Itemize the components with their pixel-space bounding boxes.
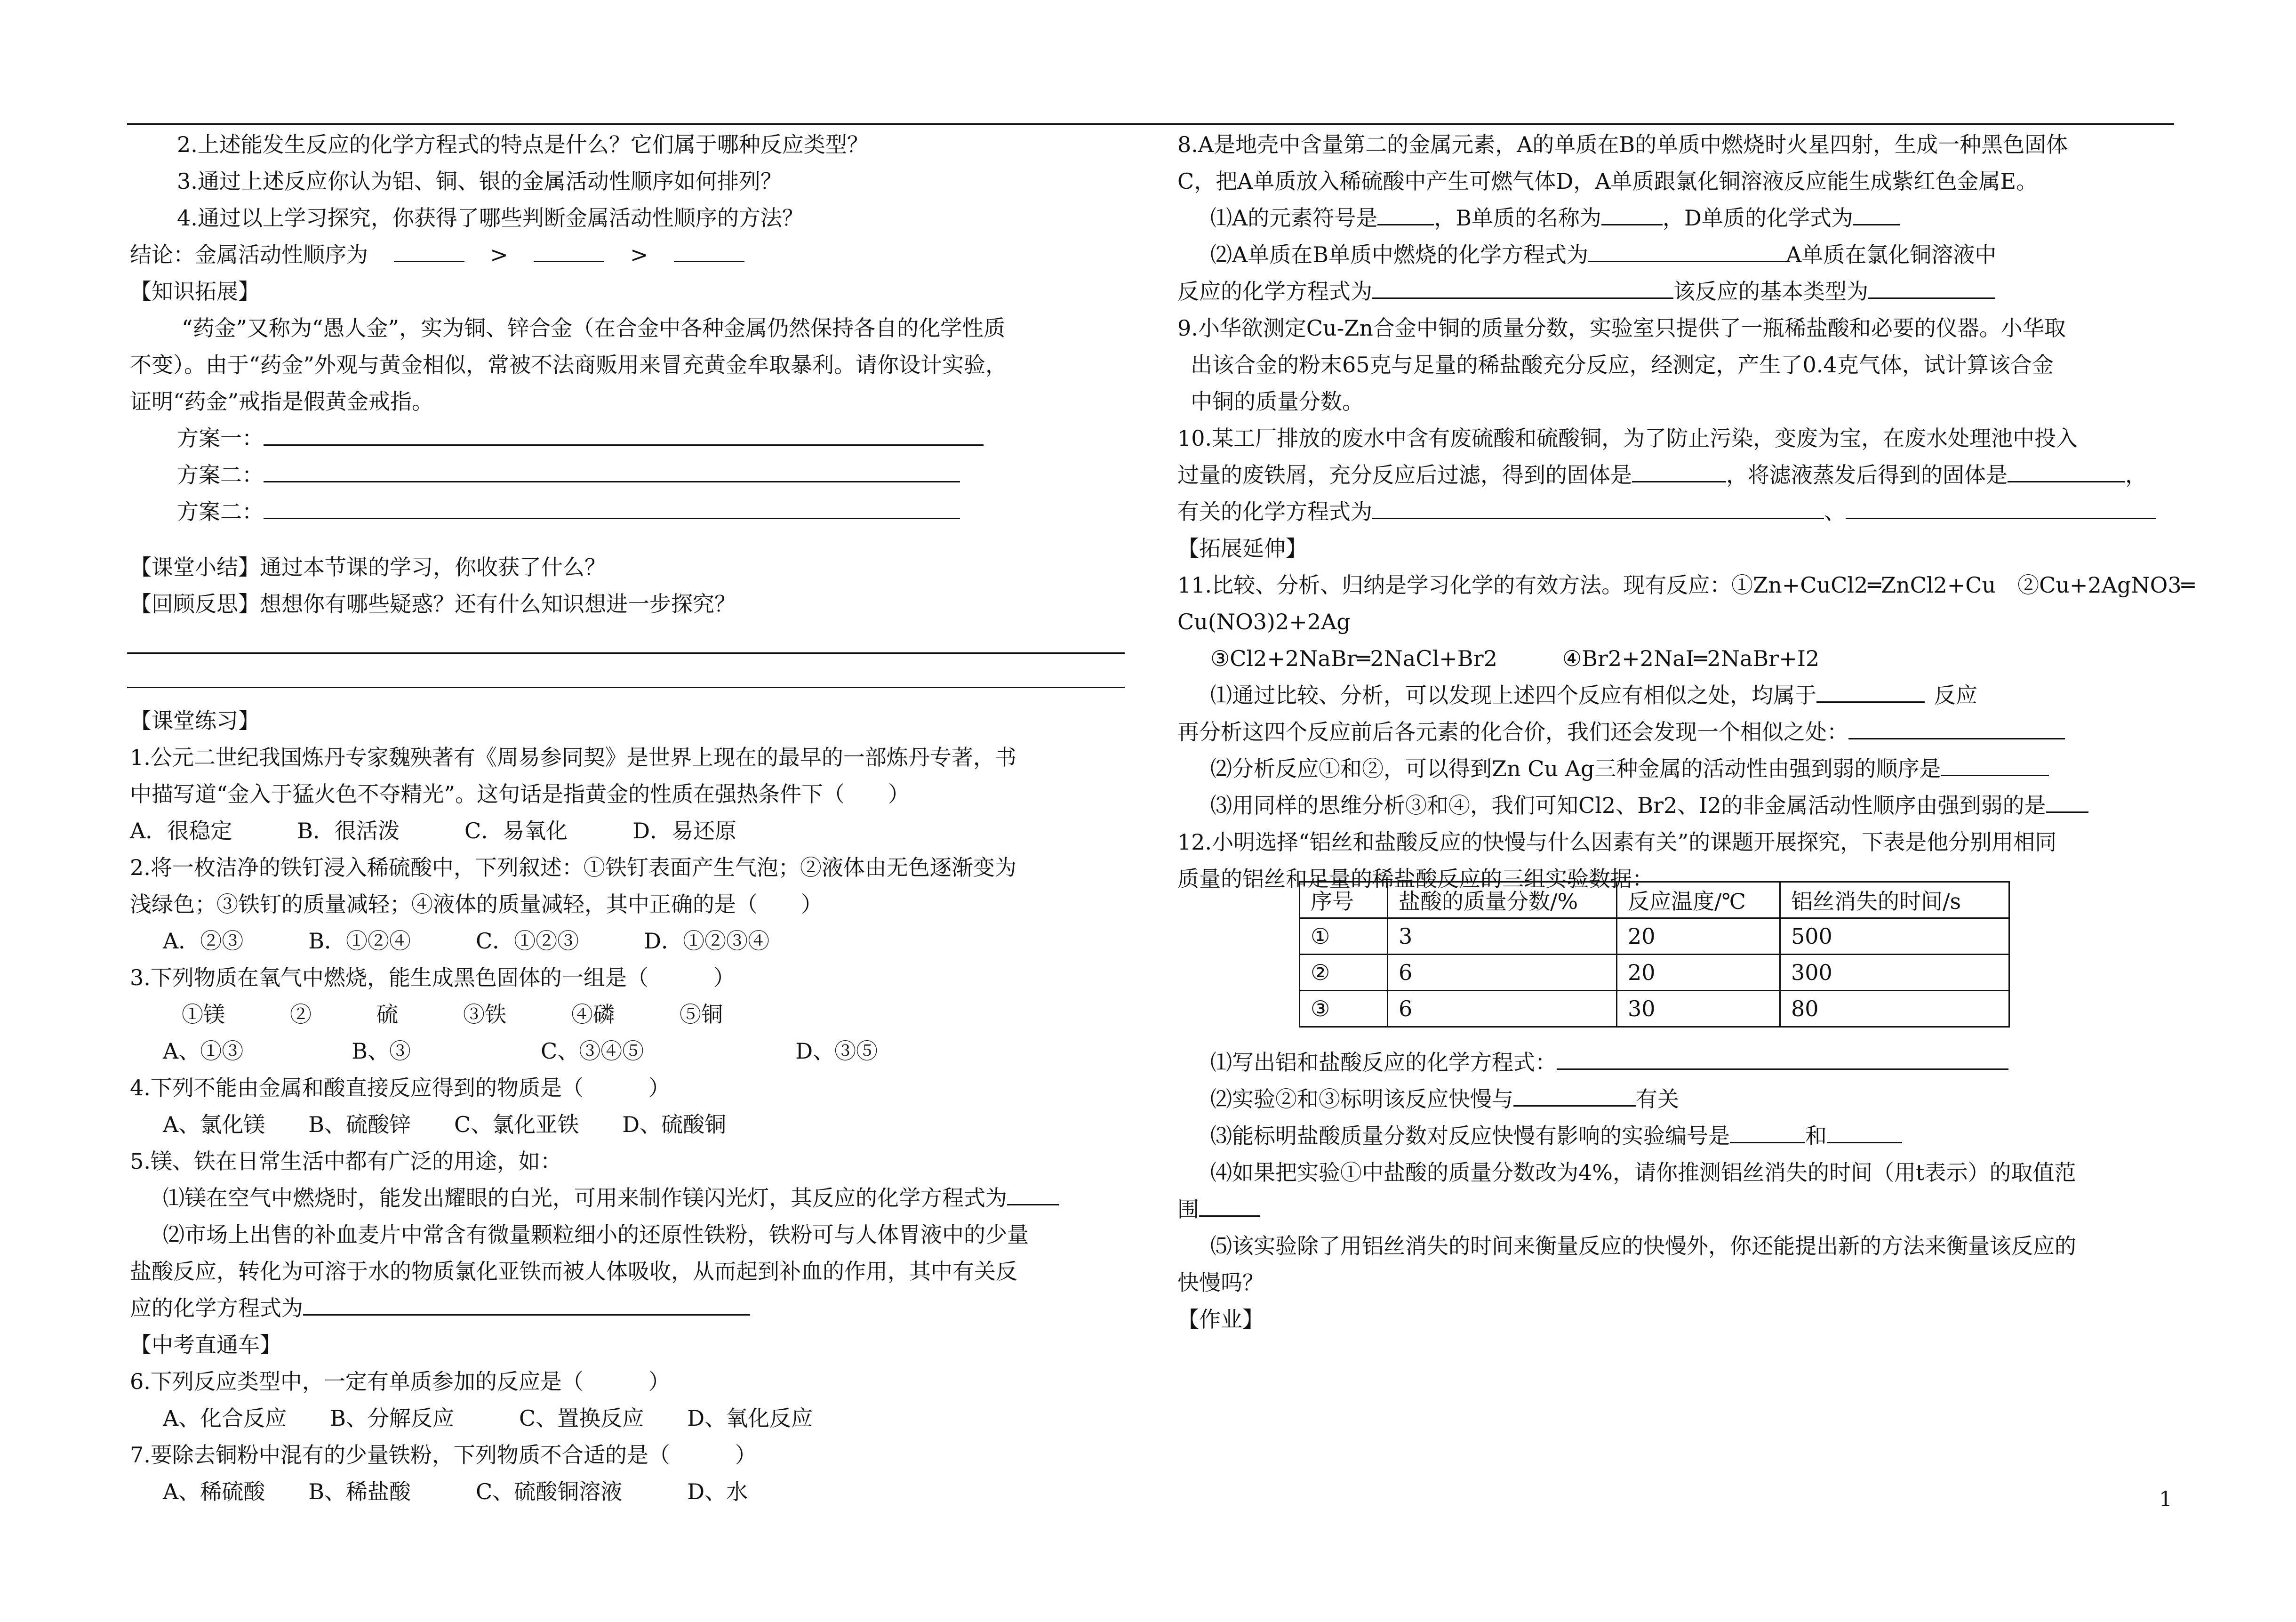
plan-line: 方案二： — [130, 493, 1132, 530]
table-cell: ① — [1300, 918, 1388, 955]
question-line: ⑵A单质在B单质中燃烧的化学方程式为 A单质在氯化铜溶液中 — [1210, 242, 1997, 267]
table-cell: 20 — [1617, 918, 1780, 955]
question-line: 3.通过上述反应你认为铝、铜、银的金属活动性顺序如何排列？ — [177, 169, 782, 194]
table-cell: 500 — [1780, 918, 2009, 955]
question-line: ⑸该实验除了用铝丝消失的时间来衡量反应的快慢外，你还能提出新的方法来衡量该反应的 — [1210, 1233, 2076, 1259]
question-line: ⑴写出铝和盐酸反应的化学方程式： — [1177, 1044, 2180, 1081]
divider-rule — [127, 687, 1125, 688]
table-cell: 300 — [1780, 955, 2009, 991]
table-row — [1300, 955, 2009, 991]
paragraph-line: “药金”又称为“愚人金”，实为铜、锌合金（在合金中各种金属仍然保持各自的化学性质 — [182, 315, 1006, 341]
section-heading: 【知识拓展】 — [130, 279, 260, 304]
answer-blank[interactable] — [1816, 683, 1925, 703]
table-header: 铝丝消失的时间/s — [1780, 882, 2009, 918]
table-row — [1300, 918, 2009, 955]
answer-blank[interactable] — [2008, 462, 2125, 482]
question-line: ⑶能标明盐酸质量分数对反应快慢有影响的实验编号是 和 — [1177, 1117, 2180, 1154]
question-line: 出该合金的粉末65克与足量的稀盐酸充分反应，经测定，产生了0.4克气体，试计算该合金 — [1191, 352, 2054, 377]
question-line: 中铜的质量分数。 — [1191, 389, 1364, 414]
table-cell: 80 — [1780, 991, 2009, 1027]
choice-line: A、①③ B、③ C、③④⑤ D、③⑤ — [163, 1038, 878, 1064]
question-line: 12.小明选择“铝丝和盐酸反应的快慢与什么因素有关”的课题开展探究，下表是他分别用相同 — [1177, 829, 2057, 855]
table-header: 序号 — [1300, 882, 1388, 918]
question-line: 9.小华欲测定Cu-Zn合金中铜的质量分数，实验室只提供了一瓶稀盐酸和必要的仪器。小华取 — [1177, 315, 2066, 341]
choice-line: A．②③ B．①②④ C．①②③ D．①②③④ — [163, 928, 770, 954]
table-cell: 30 — [1617, 991, 1780, 1027]
table-cell: 20 — [1617, 955, 1780, 991]
summary-line: 【课堂小结】通过本节课的学习，你收获了什么？ — [130, 554, 606, 580]
question-line: 7.要除去铜粉中混有的少量铁粉，下列物质不合适的是（ ） — [130, 1442, 757, 1468]
question-line: 有关的化学方程式为 、 — [1177, 493, 2180, 530]
table-header: 盐酸的质量分数/% — [1388, 882, 1617, 918]
question-line: ⑶用同样的思维分析③和④，我们可知Cl2、Br2、I2的非金属活动性顺序由强到弱的是 — [1177, 787, 2180, 824]
section-heading: 【课堂练习】 — [130, 708, 260, 733]
question-line: 3.下列物质在氧气中燃烧，能生成黑色固体的一组是（ ） — [130, 965, 735, 990]
question-line: ⑴镁在空气中燃烧时，能发出耀眼的白光，可用来制作镁闪光灯，其反应的化学方程式为 — [130, 1180, 1132, 1216]
table-header: 反应温度/℃ — [1617, 882, 1780, 918]
answer-blank[interactable] — [303, 1295, 750, 1316]
answer-blank[interactable] — [1848, 719, 2065, 739]
answer-blank[interactable] — [1730, 1123, 1805, 1143]
choice-line: A、稀硫酸 B、稀盐酸 C、硫酸铜溶液 D、水 — [163, 1479, 748, 1504]
question-line: 反应的化学方程式为 该反应的基本类型为 — [1177, 273, 2180, 310]
experiment-table — [1299, 881, 2010, 1028]
table-header-row — [1300, 882, 2009, 918]
choice-line: A、化合反应 B、分解反应 C、置换反应 D、氧化反应 — [163, 1405, 813, 1431]
question-line: 浅绿色；③铁钉的质量减轻；④液体的质量减轻，其中正确的是（ ） — [130, 891, 823, 917]
choice-line: A．很稳定 B．很活泼 C．易氧化 D．易还原 — [130, 818, 737, 843]
question-line: 盐酸反应，转化为可溶于水的物质氯化亚铁而被人体吸收，从而起到补血的作用，其中有关反 — [130, 1259, 1017, 1284]
table-cell: 3 — [1388, 918, 1617, 955]
question-line: ⑷如果把实验①中盐酸的质量分数改为4%，请你推测铝丝消失的时间（用t表示）的取值范 — [1210, 1160, 2076, 1185]
question-line: 11.比较、分析、归纳是学习化学的有效方法。现有反应：①Zn+CuCl2═ZnCl2+Cu ②Cu+2AgNO3═ — [1177, 572, 2195, 598]
question-line: 5.镁、铁在日常生活中都有广泛的用途，如： — [130, 1148, 562, 1174]
choice-line: ①镁 ② 硫 ③铁 ④磷 ⑤铜 — [182, 1002, 723, 1027]
answer-blank[interactable] — [1941, 756, 2049, 776]
section-heading: 【作业】 — [1177, 1307, 1264, 1332]
answer-blank[interactable] — [1846, 499, 2156, 519]
right-column — [1177, 126, 2195, 1338]
question-line: 过量的废铁屑，充分反应后过滤，得到的固体是 ，将滤液蒸发后得到的固体是 ， — [1177, 462, 2147, 488]
question-line: 围 — [1177, 1191, 2180, 1228]
paragraph-line: 证明“药金”戒指是假黄金戒指。 — [130, 389, 434, 414]
header-rule — [127, 123, 2174, 125]
answer-blank[interactable] — [1372, 279, 1673, 299]
choice-line: A、氯化镁 B、硫酸锌 C、氯化亚铁 D、硫酸铜 — [163, 1112, 727, 1137]
question-line: 中描写道“金入于猛火色不夺精光”。这句话是指黄金的性质在强热条件下（ ） — [130, 781, 910, 807]
table-cell: 6 — [1388, 991, 1617, 1027]
question-line: 4.通过以上学习探究，你获得了哪些判断金属活动性顺序的方法？ — [177, 205, 804, 231]
answer-blank[interactable] — [1588, 242, 1786, 262]
plan-blank[interactable] — [264, 499, 960, 519]
paragraph-line: 不变）。由于“药金”外观与黄金相似，常被不法商贩用来冒充黄金牟取暴利。请你设计实验， — [130, 352, 1008, 377]
reflection-line: 【回顾反思】想想你有哪些疑惑？还有什么知识想进一步探究？ — [130, 591, 736, 617]
question-line: ⑴通过比较、分析，可以发现上述四个反应有相似之处，均属于 反应 — [1210, 683, 1977, 708]
answer-blank[interactable] — [1007, 1185, 1059, 1205]
answer-blank[interactable] — [1557, 1050, 2008, 1070]
table-row — [1300, 991, 2009, 1027]
plan-blank[interactable] — [264, 462, 960, 482]
question-line: 质量的铝丝和足量的稀盐酸反应的三组实验数据： — [1177, 866, 1654, 891]
question-line: 应的化学方程式为 — [130, 1290, 1132, 1326]
answer-blank[interactable] — [1601, 205, 1663, 225]
answer-blank[interactable] — [1853, 205, 1900, 225]
left-column — [130, 126, 1132, 1510]
answer-blank[interactable] — [674, 242, 744, 262]
question-line: C，把A单质放入稀硫酸中产生可燃气体D，A单质跟氯化铜溶液反应能生成紫红色金属E。 — [1177, 169, 2038, 194]
question-line: 再分析这四个反应前后各元素的化合价，我们还会发现一个相似之处： — [1177, 714, 2180, 750]
answer-blank[interactable] — [1513, 1086, 1636, 1107]
question-line: ⑵分析反应①和②，可以得到Zn Cu Ag三种金属的活动性由强到弱的顺序是 — [1177, 750, 2180, 787]
question-line: Cu(NO3)2+2Ag — [1177, 609, 1351, 634]
answer-blank[interactable] — [1868, 279, 1995, 299]
question-line: 1.公元二世纪我国炼丹专家魏殃著有《周易参同契》是世界上现在的最早的一部炼丹专著，书 — [130, 745, 1016, 770]
table-cell: ③ — [1300, 991, 1388, 1027]
question-line: 2.上述能发生反应的化学方程式的特点是什么？它们属于哪种反应类型？ — [177, 132, 869, 157]
table-cell: 6 — [1388, 955, 1617, 991]
plan-blank[interactable] — [264, 426, 984, 446]
section-heading: 【拓展延伸】 — [1177, 536, 1307, 561]
answer-blank[interactable] — [394, 242, 464, 262]
answer-blank[interactable] — [1827, 1123, 1902, 1143]
question-line: 2.将一枚洁净的铁钉浸入稀硫酸中，下列叙述：①铁钉表面产生气泡；②液体由无色逐渐变为 — [130, 855, 1016, 880]
section-heading: 【中考直通车】 — [130, 1332, 281, 1357]
question-line: 4.下列不能由金属和酸直接反应得到的物质是（ ） — [130, 1075, 670, 1100]
question-line: 10.某工厂排放的废水中含有废硫酸和硫酸铜，为了防止污染，变废为宝，在废水处理池中投入 — [1177, 426, 2078, 451]
conclusion-line: 结论：金属活动性顺序为 > > — [130, 236, 1132, 273]
page-number: 1 — [2159, 1487, 2172, 1511]
plan-line: 方案一： — [130, 420, 1132, 457]
plan-line: 方案二： — [130, 457, 1132, 493]
question-line: 8.A是地壳中含量第二的金属元素，A的单质在B的单质中燃烧时火星四射，生成一种黑色固体 — [1177, 132, 2068, 157]
question-line: ⑵市场上出售的补血麦片中常含有微量颗粒细小的还原性铁粉，铁粉可与人体胃液中的少量 — [163, 1222, 1029, 1247]
answer-blank[interactable] — [1372, 499, 1824, 519]
question-line: ⑴A的元素符号是 ，B单质的名称为 ，D单质的化学式为 — [1177, 200, 2180, 236]
question-line: 6.下列反应类型中，一定有单质参加的反应是（ ） — [130, 1369, 670, 1394]
answer-blank[interactable] — [1377, 205, 1434, 225]
answer-blank[interactable] — [534, 242, 604, 262]
question-line: ⑵实验②和③标明该反应快慢与 有关 — [1210, 1086, 1679, 1112]
divider-rule — [127, 652, 1125, 654]
table-cell: ② — [1300, 955, 1388, 991]
question-line: 快慢吗？ — [1177, 1270, 1264, 1295]
answer-blank[interactable] — [2046, 793, 2088, 813]
answer-blank[interactable] — [1632, 462, 1726, 482]
question-line: ③Cl2+2NaBr═2NaCl+Br2 ④Br2+2NaI═2NaBr+I2 — [1210, 646, 1820, 671]
answer-blank[interactable] — [1199, 1196, 1260, 1217]
